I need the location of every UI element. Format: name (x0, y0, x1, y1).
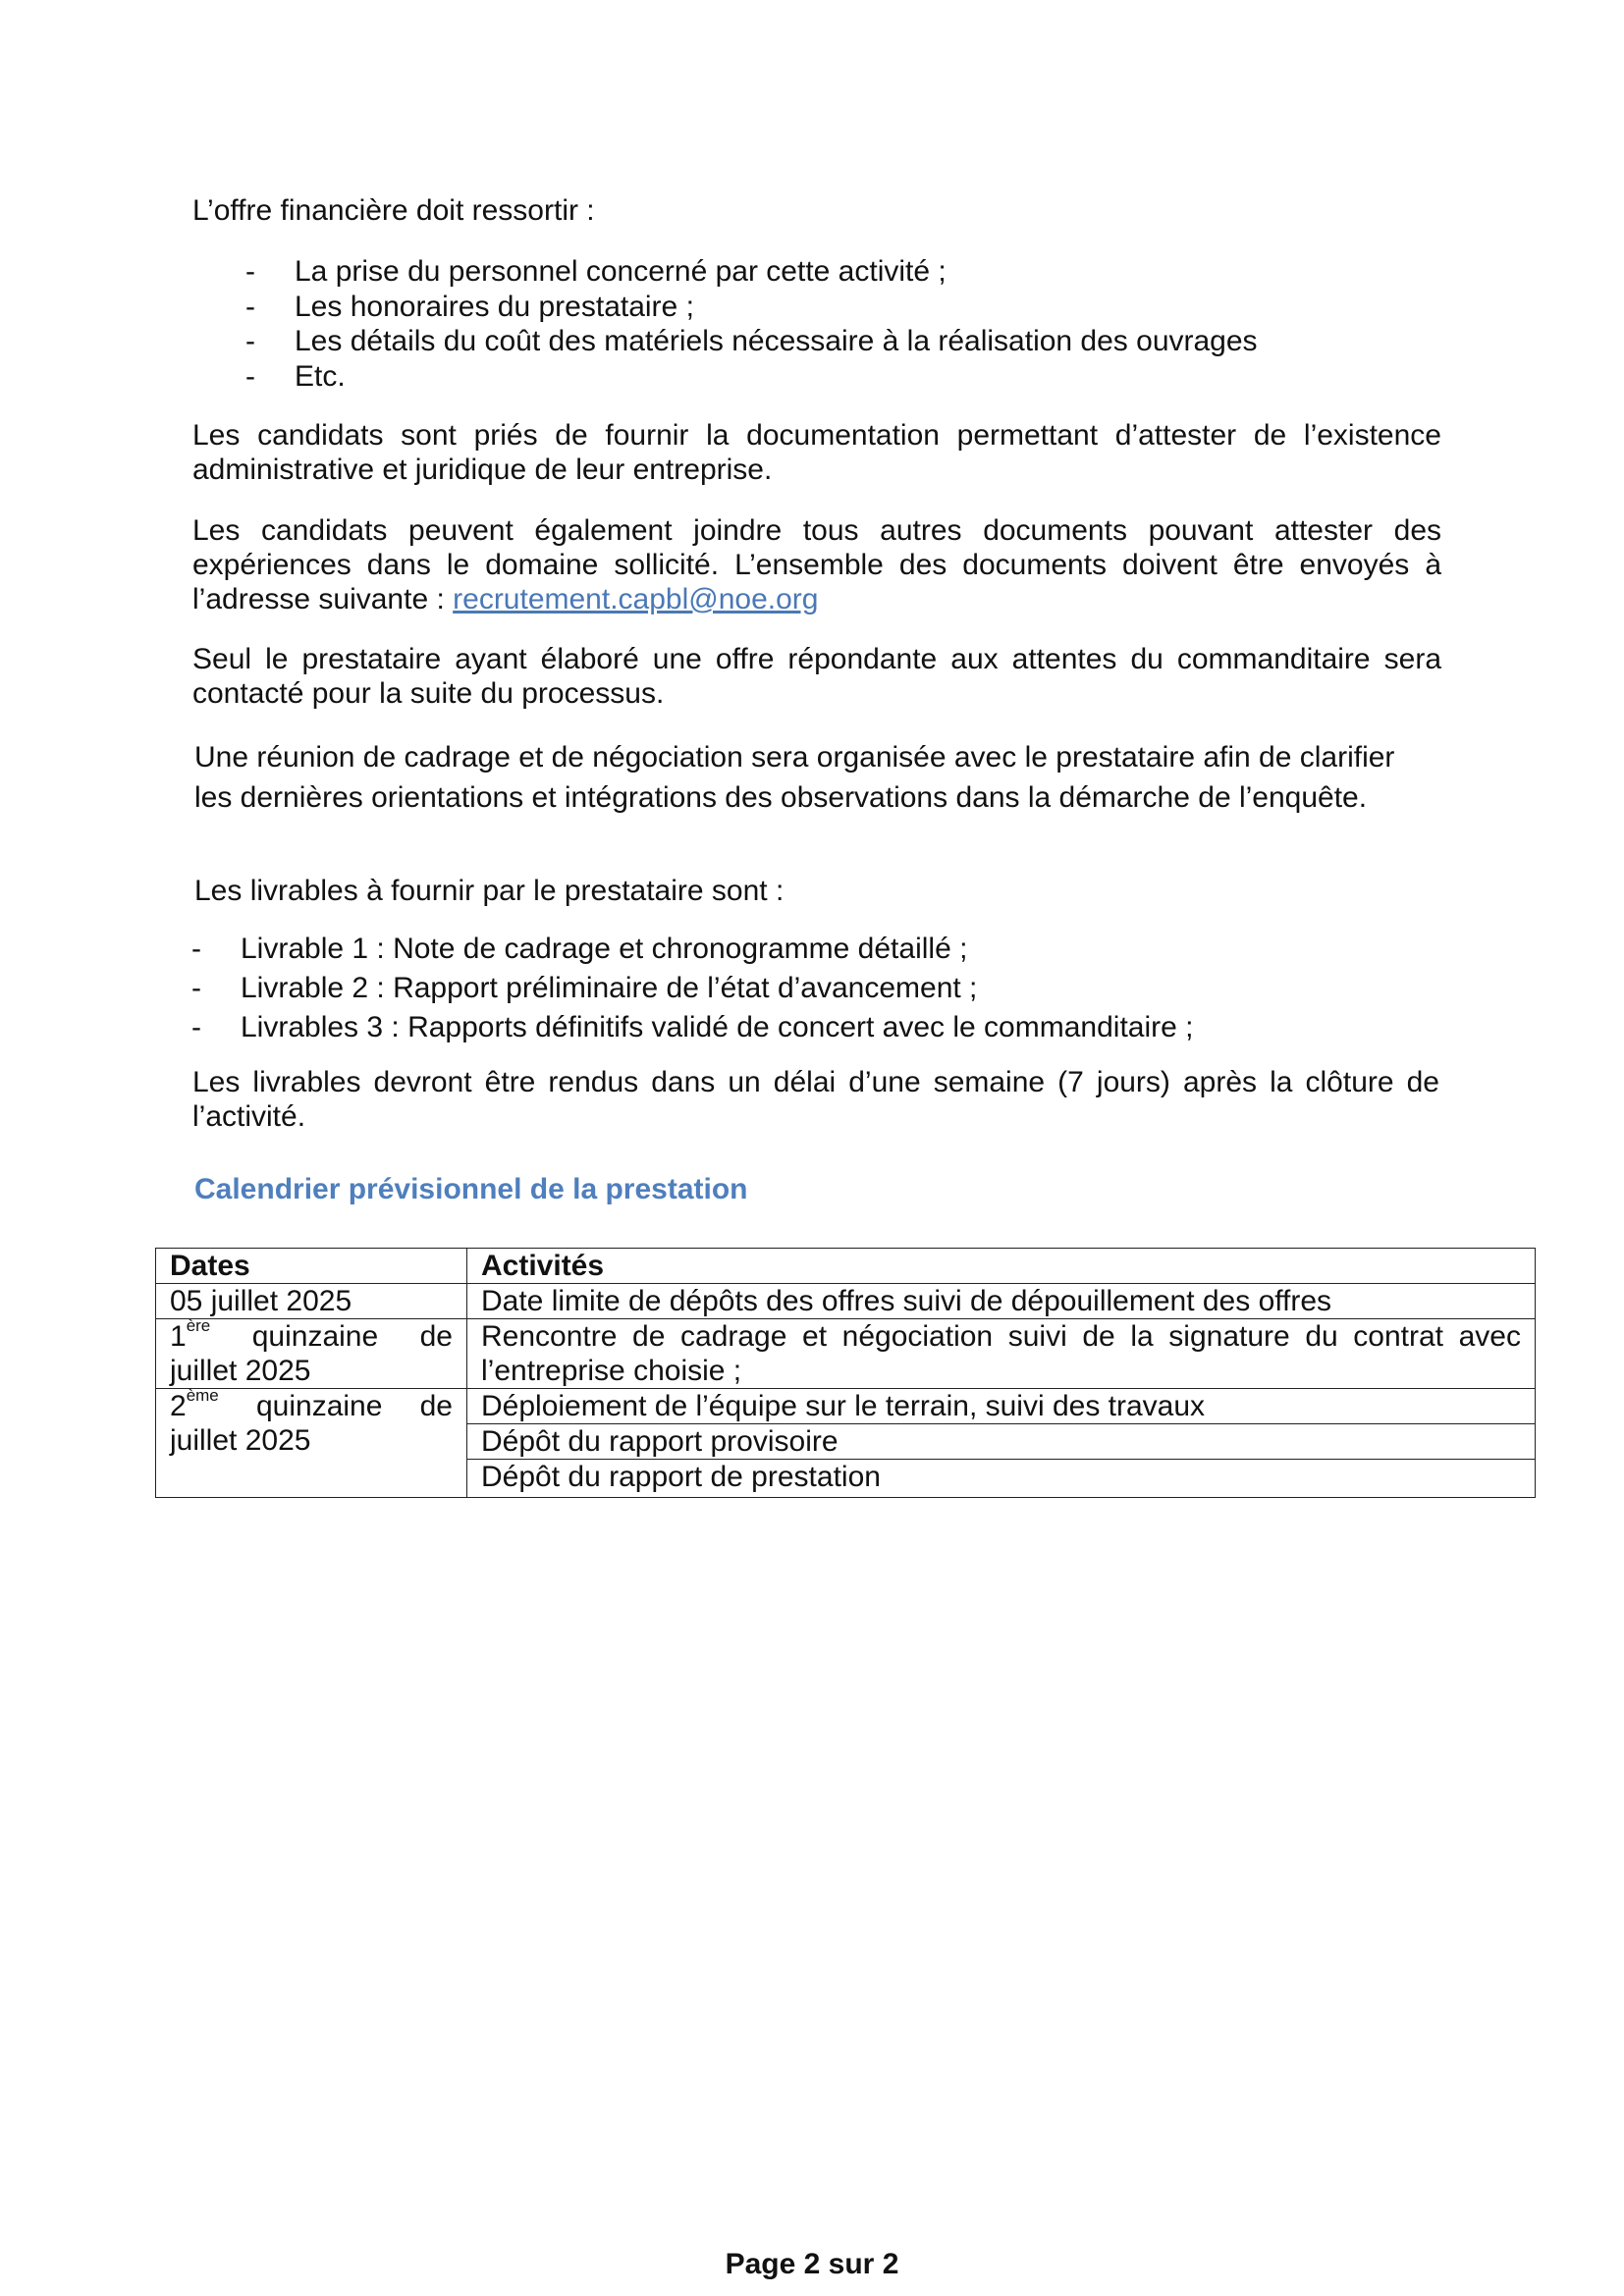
header-activities: Activités (467, 1249, 1536, 1284)
table-row (156, 1249, 1536, 1284)
calendar-title: Calendrier prévisionnel de la prestation (194, 1173, 748, 1205)
paragraph-documents-text: Les candidats peuvent également joindre tous autres documents pouvant attester des expériences dans le domaine sollicité. L’ensemble des documents doivent être envoyés à l’adresse suivante : (192, 514, 1441, 615)
header-dates: Dates (156, 1249, 467, 1284)
paragraph-meeting-line2: les dernières orientations et intégrations des observations dans la démarche de l’enquête. (194, 781, 1368, 814)
list-item: - Etc. (245, 359, 346, 393)
paragraph-meeting (194, 737, 1394, 818)
email-link[interactable]: recrutement.capbl@noe.org (453, 583, 819, 615)
paragraph-documents (192, 513, 1441, 616)
date-cell: 1ère quinzaine de juillet 2025 (156, 1319, 467, 1389)
paragraph-contact: Seul le prestataire ayant élaboré une offre répondante aux attentes du commanditaire sera contacté pour la suite du processus. (192, 643, 1441, 710)
list-item: - Livrable 1 : Note de cadrage et chronogramme détaillé ; (191, 933, 968, 965)
list-item: - Les honoraires du prestataire ; (245, 290, 694, 323)
activity-cell: Dépôt du rapport provisoire (467, 1424, 1536, 1460)
table-row (156, 1319, 1536, 1389)
date-cell: 05 juillet 2025 (156, 1284, 467, 1319)
activity-cell: Date limite de dépôts des offres suivi de dépouillement des offres (467, 1284, 1536, 1319)
calendar-table (155, 1248, 1536, 1498)
list-item: - Livrable 2 : Rapport préliminaire de l’état d’avancement ; (191, 972, 978, 1004)
offer-list (245, 254, 1326, 394)
deliverables-intro: Les livrables à fournir par le prestataire sont : (194, 875, 785, 907)
date-cell: 2ème quinzaine de juillet 2025 (156, 1389, 467, 1498)
deliverables-list (191, 930, 1370, 1047)
table-row (156, 1389, 1536, 1424)
activity-cell: Déploiement de l’équipe sur le terrain, suivi des travaux (467, 1389, 1536, 1424)
paragraph-documentation: Les candidats sont priés de fournir la documentation permettant d’attester de l’existence administrative et juridique de leur entreprise. (192, 419, 1441, 486)
paragraph-deadline: Les livrables devront être rendus dans un délai d’une semaine (7 jours) après la clôture de l’activité. (192, 1066, 1439, 1133)
activity-cell: Rencontre de cadrage et négociation suivi de la signature du contrat avec l’entreprise choisie ; (467, 1319, 1536, 1389)
list-item: - La prise du personnel concerné par cette activité ; (245, 255, 947, 288)
page-footer: Page 2 sur 2 (725, 2248, 899, 2280)
table-row (156, 1284, 1536, 1319)
list-item: - Les détails du coût des matériels nécessaire à la réalisation des ouvrages (245, 325, 1258, 357)
activity-cell: Dépôt du rapport de prestation (467, 1460, 1536, 1498)
paragraph-meeting-line1: Une réunion de cadrage et de négociation sera organisée avec le prestataire afin de clarifier (194, 741, 1395, 774)
offer-intro: L’offre financière doit ressortir : (192, 194, 595, 227)
list-item: - Livrables 3 : Rapports définitifs validé de concert avec le commanditaire ; (191, 1011, 1194, 1043)
